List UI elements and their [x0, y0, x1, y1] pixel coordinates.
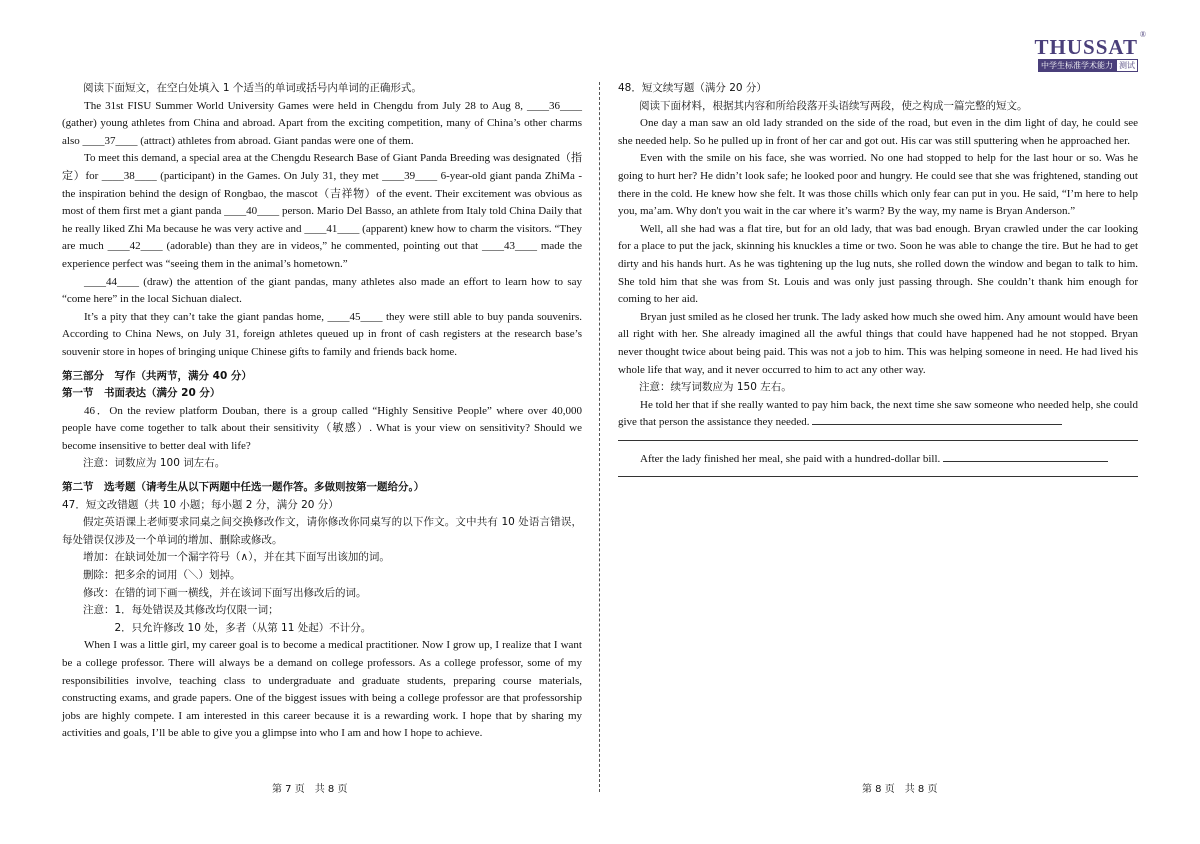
thussat-logo	[1020, 30, 1146, 72]
question-48-instruction: 阅读下面材料，根据其内容和所给段落开头语续写两段，使之构成一篇完整的短文。	[639, 99, 1028, 112]
question-46: 46．On the review platform Douban, there is a group called “Highly Sensitive People” where over 40,000 people have come together to talk about their sensitivity（敏感）. What is your view on sensitivity? Should we become insensitive to better deal with life?	[62, 404, 582, 452]
question-47-modify-rule: 修改：在错的词下画一横线，并在该词下面写出修改后的词。	[83, 586, 367, 599]
continuation-start-2	[618, 451, 1138, 469]
cloze-paragraph-4: It’s a pity that they can’t take the giant pandas home, ____45____ they were still able to buy panda souvenirs. According to China News, on July 31, foreign athletes queued up in front of cash registers at the research base’s souvenir store in hopes of bringing unique Chinese gifts to family and friends back home.	[62, 310, 582, 358]
right-column	[618, 80, 1138, 487]
logo-subtitle	[1020, 59, 1138, 72]
story-paragraph-1: One day a man saw an old lady stranded on the side of the road, but even in the dim light of day, he could see she needed help. So he pulled up in front of her car and got out. His car was still sputtering when he approached her.	[618, 117, 1138, 147]
part3-heading: 第三部分 写作（共两节，满分 40 分）	[62, 369, 252, 382]
cloze-paragraph-2: To meet this demand, a special area at the Chengdu Research Base of Giant Panda Breeding was designated（指定）for ____38____ (participant) in the Games. On July 31, they met ____39____ 6-year-old giant panda ZhiMa - the inspiration behind the design of Rongbao, the mascot（吉祥物）of the event. Their excitement was obvious as most of them first met a giant panda ____40____ person. Mario Del Basso, an athlete from Italy told China Daily that he really liked Zhi Ma because he was very active and ____41____ (apparent) knew how to charm the visitors. “They are much ____42____ (adorable) than they are in videos,” he commented, pointing out that ____43____ made the experience perfect was “seeing them in the animal’s hometown.”	[62, 152, 582, 270]
answer-blank[interactable]	[812, 424, 1062, 425]
answer-line[interactable]	[618, 440, 1138, 441]
column-divider	[599, 82, 600, 792]
story-paragraph-2: Even with the smile on his face, she was worried. No one had stopped to help for the last hour or so. Was he going to hurt her? He didn’t look safe; he looked poor and hungry. He could see that she was frightened, standing out there in the cold. He knew how she felt. It was those chills which only fear can put in you. He said, “I’m here to help you, ma’am. Why don't you wait in the car where it’s warm? By the way, my name is Bryan Anderson.”	[618, 152, 1138, 218]
continuation-start-2-text: After the lady finished her meal, she paid with a hundred-dollar bill.	[640, 452, 941, 465]
page-footer-left: 第 7 页 共 8 页	[272, 784, 348, 795]
section1-heading: 第一节 书面表达（满分 20 分）	[62, 387, 221, 400]
logo-name: THUSSAT	[1034, 35, 1138, 59]
cloze-paragraph-3: ____44____ (draw) the attention of the giant pandas, many athletes also made an effort to learn how to say “come here” in the local Sichuan dialect.	[62, 275, 582, 306]
question-47-note-2: 2．只允许修改 10 处，多者（从第 11 处起）不计分。	[114, 621, 372, 634]
continuation-start-1-text: He told her that if she really wanted to pay him back, the next time she saw someone who needed help, she could give that person the assistance they needed.	[618, 398, 1138, 429]
question-46-note: 注意：词数应为 100 词左右。	[83, 457, 226, 470]
page-footer-right: 第 8 页 共 8 页	[862, 784, 938, 795]
left-column	[62, 80, 582, 743]
question-47-instruction: 假定英语课上老师要求同桌之间交换修改作文，请你修改你同桌写的以下作文。文中共有 10 处语言错误，每处错误仅涉及一个单词的增加、删除或修改。	[62, 516, 582, 546]
answer-blank[interactable]	[943, 461, 1108, 462]
logo-subtitle-a: 中学生标准学术能力	[1038, 59, 1116, 72]
story-paragraph-3: Well, all she had was a flat tire, but for an old lady, that was bad enough. Bryan crawled under the car looking for a place to put the jack, skinning his knuckles a time or two. Soon he was able to change the tire. But he had to get dirty and his hands hurt. As he was tightening up the lug nuts, she rolled down the window and began to talk to him. She told him that she was from St. Louis and was only just passing through. She couldn’t thank him enough for coming to her aid.	[618, 222, 1138, 306]
question-47-delete-rule: 删除：把多余的词用（＼）划掉。	[83, 569, 241, 582]
question-47-add-rule: 增加：在缺词处加一个漏字符号（∧），并在其下面写出该加的词。	[83, 551, 390, 564]
question-47-title: 47．短文改错题（共 10 小题；每小题 2 分，满分 20 分）	[62, 498, 339, 511]
story-paragraph-4: Bryan just smiled as he closed her trunk. The lady asked how much she owed him. Any amount would have been all right with her. She already imagined all the awful things that could have happened had he not stopped. Bryan never thought twice about being paid. This was not a job to him. This was helping someone in need. He had lived his whole life that way, and it never occurred to him to act any other way.	[618, 310, 1138, 376]
word-count-note: 注意：续写词数应为 150 左右。	[639, 381, 792, 394]
section2-heading: 第二节 选考题（请考生从以下两题中任选一题作答。多做则按第一题给分。）	[62, 481, 425, 494]
logo-subtitle-b: 测试	[1116, 59, 1138, 72]
cloze-paragraph-1: The 31st FISU Summer World University Games were held in Chengdu from July 28 to Aug 8, ____36____ (gather) young athletes from China and abroad. Apart from the exciting competition, many of China’s other charms also ____37____ (attract) athletes from abroad. Giant pandas were one of them.	[62, 99, 582, 147]
question-48-title: 48．短文续写题（满分 20 分）	[618, 82, 767, 94]
continuation-start-1	[618, 397, 1138, 432]
answer-line[interactable]	[618, 476, 1138, 477]
question-47-passage: When I was a little girl, my career goal is to become a medical practitioner. Now I grow up, I realize that I want be a college professor. There will always be a demand on college professors. As a college professor, some of my responsibilities involve, teaching class to undergraduate and graduate students, preparing course materials, constructing exams, and grade papers. One of the biggest issues with being a college professor are that professorship jobs are highly compete. I am interested in this career because it is a rewarding work. I hope that by sharing my activities and goals, I’ll be able to give you a glimpse into who I am and how I hope to achieve.	[62, 639, 582, 740]
cloze-instruction: 阅读下面短文，在空白处填入 1 个适当的单词或括号内单词的正确形式。	[83, 82, 422, 94]
registered-mark: ®	[1139, 30, 1146, 39]
question-47-note-1: 注意：1．每处错误及其修改均仅限一词；	[83, 604, 279, 617]
